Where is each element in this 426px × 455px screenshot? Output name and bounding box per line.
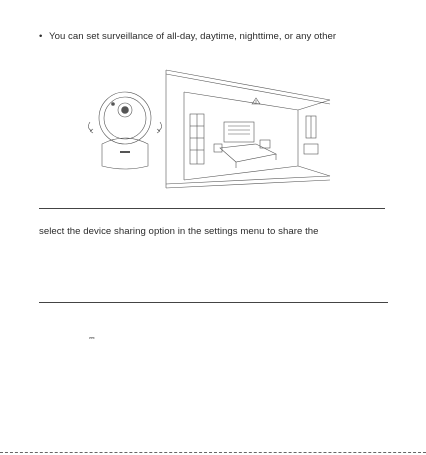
bedroom-scene-icon [166,70,330,188]
bullet-marker: • [39,31,43,42]
rotating-camera-icon [88,92,161,169]
bullet-text: You can set surveillance of all-day, daytime, nighttime, or any other [49,31,337,42]
section-divider [39,302,388,303]
bullet-paragraph [39,31,336,43]
section-divider [39,208,385,209]
share-instruction-text: select the device sharing option in the settings menu to share the [39,226,319,237]
camera-brand-mark [120,151,130,153]
rotate-left-arrow-icon [88,122,92,131]
camera-room-illustration [80,62,336,194]
dc-symbol-icon: ⎓ [89,335,95,342]
page-bottom-border [0,452,426,453]
rotate-right-arrow-icon [158,122,162,131]
